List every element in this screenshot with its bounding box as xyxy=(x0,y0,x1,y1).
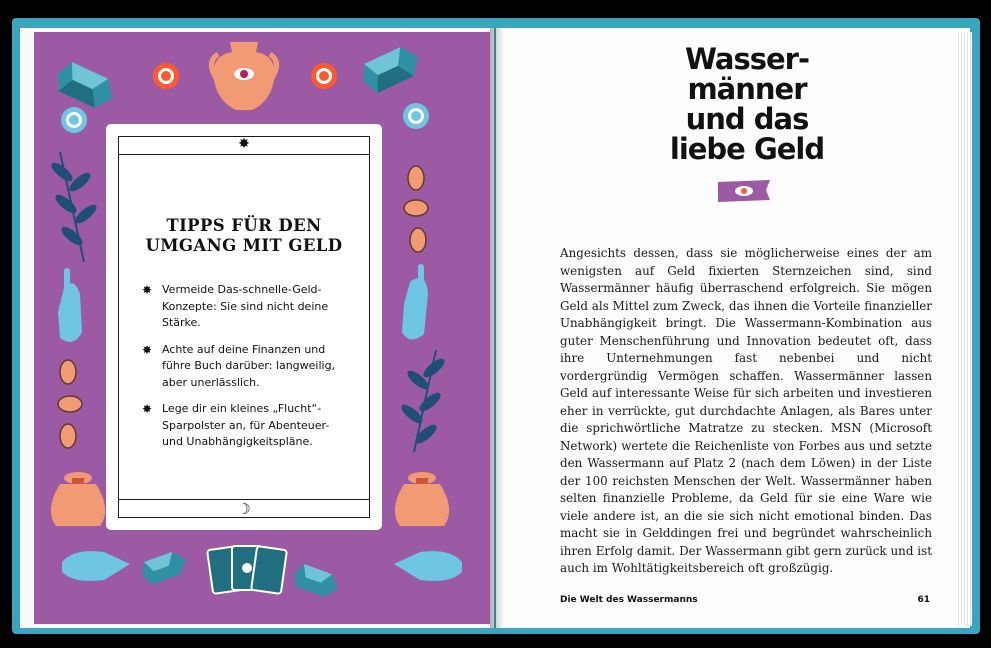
coin-icon xyxy=(311,63,337,89)
money-bag-icon xyxy=(395,472,449,526)
leaf-branch-icon xyxy=(50,152,98,262)
leaf-branch-icon xyxy=(400,350,446,452)
star-bullet-icon: ✸ xyxy=(142,342,153,357)
heading-line: liebe Geld xyxy=(669,132,825,166)
heading-line: und das xyxy=(685,102,809,136)
money-bag-icon xyxy=(51,472,105,526)
star-icon: ✸ xyxy=(238,136,250,152)
card-title xyxy=(126,216,362,256)
crystal-icon xyxy=(290,562,341,600)
heading-line: männer xyxy=(687,72,807,106)
tip-text: Achte auf deine Finanzen und führe Buch darüber: langweilig, aber unerlässlich. xyxy=(162,342,336,389)
tip-item xyxy=(142,401,352,451)
footer-title: Die Welt des Wassermanns xyxy=(560,595,698,605)
crystal-icon xyxy=(357,42,425,96)
crystal-icon xyxy=(138,548,189,586)
hand-icon xyxy=(62,551,130,581)
body-paragraph: Angesichts dessen, dass sie möglicherweise eines der am wenigsten auf Geld fixierten Sternzeichen sind, sind Wassermänner häufig überraschend erfolgreich. Sie mögen Geld als Mittel zum Zweck, das ihnen die Vorteile finanzieller Unabhängigkeit bringt. Die Wassermann-Kombination aus guter Menschenführung und Innovation bedeutet oft, dass ihre Unternehmungen fast nebenbei und nicht vordergründig Vermögen schaffen. Wassermänner lassen Geld auf interessante Weise für sich arbeiten und investieren eher in verrückte, gut durchdachte Anlagen, als Bares unter die sprichwörtliche Matratze zu stecken. MSN (Microsoft Network) wertete die Reichenliste von Forbes aus und setzte den Wassermann auf Platz 2 (nach dem Löwen) in der Liste der 100 reichsten Menschen der Welt. Wassermänner haben selten finanzielle Probleme, da Geld für sie eine Ware wie viele andere ist, an die sie sich nicht emotional binden. Das macht sie in Gelddingen frei und begründet wahrscheinlich ihren Erfolg damit. Der Wassermann gibt gern zurück und ist auch im Wohltätigkeitsbereich oft großzügig. xyxy=(560,246,932,575)
card-title-line: TIPPS FÜR DEN xyxy=(166,216,322,235)
crystal-icon xyxy=(51,59,119,113)
hand-icon xyxy=(394,551,462,581)
page-number: 61 xyxy=(917,595,930,605)
star-bullet-icon: ✸ xyxy=(142,283,153,297)
coin-icon xyxy=(61,107,87,133)
card-title-line: UMGANG MIT GELD xyxy=(145,236,343,255)
page-footer xyxy=(560,595,932,605)
tip-item xyxy=(142,342,352,392)
star-bullet-icon: ✸ xyxy=(142,402,153,416)
eye-banner-icon xyxy=(716,178,772,204)
hand-icon xyxy=(402,264,428,340)
tarot-cards-icon xyxy=(207,546,287,594)
card-divider-top xyxy=(118,154,370,155)
moon-icon: ☽ xyxy=(237,500,251,518)
coin-icon xyxy=(403,103,429,129)
vase-eye-icon xyxy=(211,42,276,110)
tips-list xyxy=(142,282,352,461)
chapter-heading xyxy=(560,44,934,164)
page-edges xyxy=(958,32,972,626)
tip-text: Lege dir ein kleines „Flucht“-Sparpolster an, für Abenteuer- und Unabhängigkeitspläne. xyxy=(162,402,330,448)
tip-text: Vermeide Das-schnelle-Geld-Konzepte: Sie sind nicht deine Stärke. xyxy=(162,283,329,329)
coin-icon xyxy=(153,63,179,89)
tip-item xyxy=(142,282,352,332)
book-gutter xyxy=(490,28,504,628)
tips-card xyxy=(106,124,382,530)
heading-line: Wasser- xyxy=(684,42,810,76)
hand-icon xyxy=(58,268,82,342)
